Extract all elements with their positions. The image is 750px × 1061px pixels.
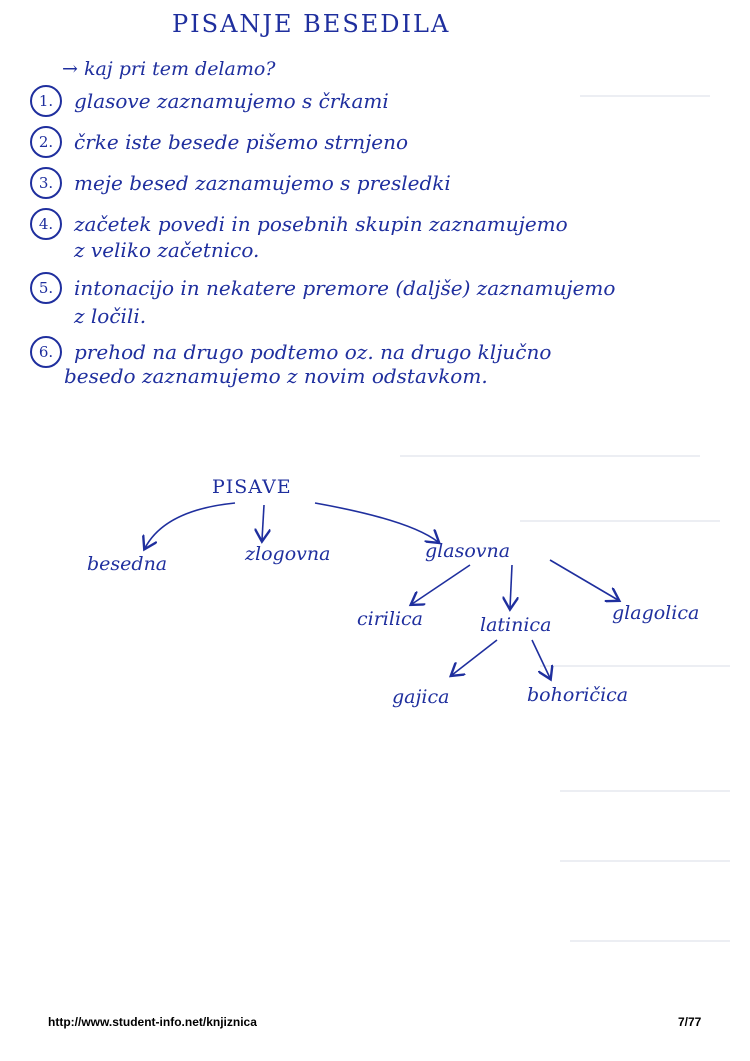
diagram-node: glagolica	[612, 602, 700, 624]
item-text: meje besed zaznamujemo s presledki	[74, 171, 451, 195]
arrow-latinica-bohoricica	[532, 640, 550, 678]
item-number: 1.	[30, 85, 62, 117]
diagram-node: gajica	[392, 686, 450, 708]
footer-url-link[interactable]: http://www.student-info.net/knjiznica	[48, 1015, 257, 1029]
arrow-latinica-gajica	[452, 640, 497, 675]
diagram-node: glasovna	[425, 540, 511, 562]
arrow-glasovna-glagolica	[550, 560, 618, 600]
diagram-node: latinica	[480, 614, 552, 636]
diagram-node: besedna	[87, 553, 168, 575]
question-line: → kaj pri tem delamo?	[62, 58, 276, 80]
item-text: črke iste besede pišemo strnjeno	[74, 130, 409, 154]
item-text: glasove zaznamujemo s črkami	[74, 89, 389, 113]
item-number: 6.	[30, 336, 62, 368]
arrow-pisave-zlogovna	[262, 505, 264, 540]
item-number: 4.	[30, 208, 62, 240]
item-number: 3.	[30, 167, 62, 199]
arrow-pisave-glasovna	[315, 503, 438, 542]
diagram-node: zlogovna	[245, 543, 331, 565]
item-continuation: besedo zaznamujemo z novim odstavkom.	[64, 364, 488, 388]
arrow-glasovna-latinica	[510, 565, 512, 608]
diagram-node-root: PISAVE	[212, 476, 292, 498]
diagram-node: bohoričica	[527, 684, 629, 706]
item-number: 2.	[30, 126, 62, 158]
diagram-node: cirilica	[357, 608, 423, 630]
item-continuation: z veliko začetnico.	[74, 238, 260, 262]
arrow-pisave-besedna	[145, 503, 235, 548]
item-text: prehod na drugo podtemo oz. na drugo ključno	[74, 340, 552, 364]
arrow-glasovna-cirilica	[412, 565, 470, 604]
item-text: intonacijo in nekatere premore (daljše) zaznamujemo	[74, 276, 616, 300]
item-number: 5.	[30, 272, 62, 304]
item-text: začetek povedi in posebnih skupin zaznamujemo	[74, 212, 568, 236]
page-number: 7/77	[678, 1015, 702, 1029]
page-title: PISANJE BESEDILA	[172, 10, 451, 38]
item-continuation: z ločili.	[74, 304, 147, 328]
